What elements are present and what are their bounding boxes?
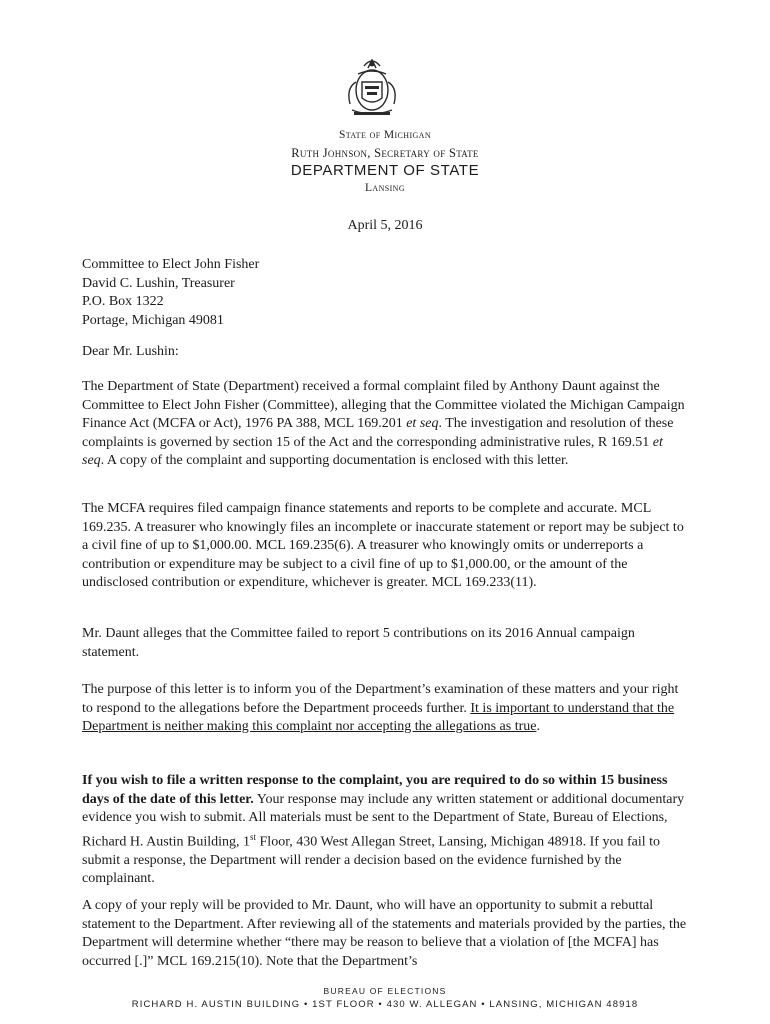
paragraph-complaint: The Department of State (Department) received a formal complaint filed by Anthony Daunt against the Committee to Elect John Fisher (Committee), alleging that the Committee violated the Michigan Campaign Finance Act (MCFA or Act), 1976 PA 388, MCL 169.201 et seq. The investigation and resolution of these complaints is governed by section 15 of the Act and the corresponding administrative rules, R 169.51 et seq. A copy of the complaint and supporting documentation is enclosed with this letter. [82,379,685,468]
letter-date: April 5, 2016 [347,218,423,233]
address-line: Committee to Elect John Fisher [82,257,260,272]
address-line: Portage, Michigan 49081 [82,312,224,328]
important-notice: It is important to understand that the Department is neither making this complaint nor accepting the allegations as true [82,700,675,734]
letterhead-department: DEPARTMENT OF STATE [290,162,480,179]
footer-bureau: BUREAU OF ELECTIONS [323,986,447,996]
paragraph-purpose: The purpose of this letter is to inform you of the Department’s examination of these matters and your right to respond to the allegations before the Department proceeds further. It is important to understand that the Department is neither making this complaint nor accepting the allegations as true. [82,682,679,734]
paragraph-rebuttal: A copy of your reply will be provided to Mr. Daunt, who will have an opportunity to submit a rebuttal statement to the Department. After reviewing all of the statements and materials provided by the parties, the Department will determine whether “there may be reason to believe that a violation of [the MCFA] has occurred [.]” MCL 169.215(10). Note that the Department’s [82,898,687,969]
letterhead-state: State of Michigan [338,129,432,141]
paragraph-allegation: Mr. Daunt alleges that the Committee failed to report 5 contributions on its 2016 Annual campaign statement. [82,626,635,660]
address-line: David C. Lushin, Treasurer [82,275,235,291]
state-seal-icon [332,52,412,124]
recipient-address [82,256,688,330]
paragraph-requirements: The MCFA requires filed campaign finance statements and reports to be complete and accurate. MCL 169.235. A treasurer who knowingly files an incomplete or inaccurate statement or report may be subject to a civil fine of up to $1,000.00. MCL 169.235(6). A treasurer who knowingly omits or underreports a contribution or expenditure may be subject to a civil fine of up to $1,000.00, or the amount of the undisclosed contribution or expenditure, whichever is greater. MCL 169.233(11). [82,501,684,590]
letterhead-secretary: Ruth Johnson, Secretary of State [291,146,479,160]
response-deadline: If you wish to file a written response to the complaint, you are required to do so within 15 business days of the date of this letter. [82,773,668,807]
paragraph-response: If you wish to file a written response to the complaint, you are required to do so within 15 business days of the date of this letter. Your response may include any written statement or additional documentary evidence you wish to submit. All materials must be sent to the Department of State, Bureau of Elections, Richard H. Austin Building, 1st Floor, 430 West Allegan Street, Lansing, Michigan 48918. If you fail to submit a response, the Department will render a decision based on the evidence furnished by the complainant. [82,773,685,887]
footer-address: RICHARD H. AUSTIN BUILDING • 1ST FLOOR • 430 W. ALLEGAN • LANSING, MICHIGAN 48918 [131,999,639,1010]
letterhead-city: Lansing [364,182,406,194]
address-line: P.O. Box 1322 [82,294,164,309]
salutation: Dear Mr. Lushin: [82,344,179,359]
